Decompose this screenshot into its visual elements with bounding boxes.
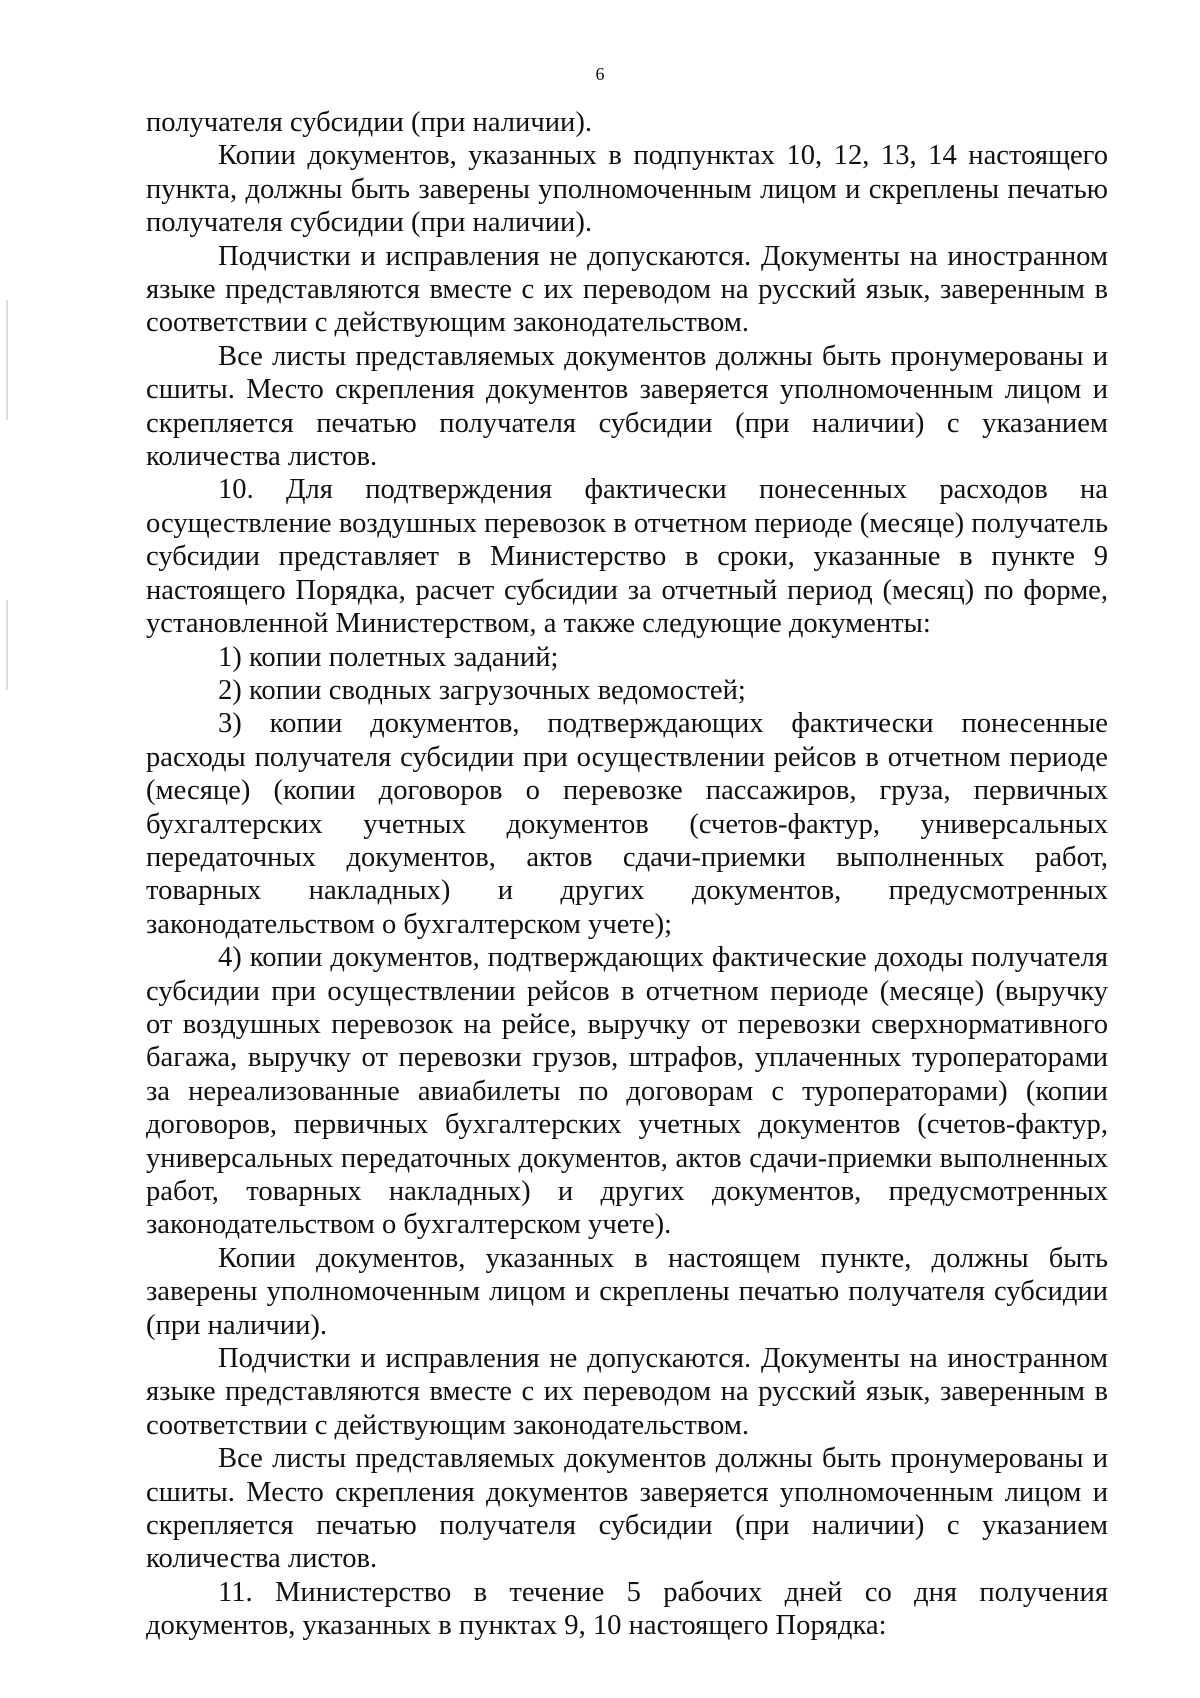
list-item: 3) копии документов, подтверждающих фактически понесенные расходы получателя субсидии при осуществлении рейсов в отчетном периоде (месяце) (копии договоров о перевозке пассажиров, груза, первичных бухгалтерских учетных документов (счетов-фактур, универсальных передаточных документов, актов сдачи-приемки выполненных работ, товарных накладных) и других документов, предусмотренных законодательством о бухгалтерском учете); <box>146 708 1108 940</box>
list-item: 1) копии полетных заданий; <box>218 641 559 673</box>
list-item: 4) копии документов, подтверждающих фактические доходы получателя субсидии при осуществлении рейсов в отчетном периоде (месяце) (выручку от воздушных перевозок на рейсе, выручку от перевозки сверхнормативного багажа, выручку от перевозки грузов, штрафов, уплаченных туроператорами за нереализованные авиабилеты по договорам с туроператорами) (копии договоров, первичных бухгалтерских учетных документов (счетов-фактур, универсальных передаточных документов, актов сдачи-приемки выполненных работ, товарных накладных) и других документов, предусмотренных законодательством о бухгалтерском учете). <box>146 942 1108 1241</box>
document-body <box>146 106 1108 1643</box>
paragraph: Подчистки и исправления не допускаются. Документы на иностранном языке представляются вместе с их переводом на русский язык, заверенным в соответствии с действующим законодательством. <box>146 240 1108 339</box>
paragraph: Копии документов, указанных в настоящем пункте, должны быть заверены уполномоченным лицом и скреплены печатью получателя субсидии (при наличии). <box>146 1242 1108 1341</box>
page-number: 6 <box>595 64 605 84</box>
scan-artifact <box>6 300 8 420</box>
paragraph-item-10: 10. Для подтверждения фактически понесенных расходов на осуществление воздушных перевозок в отчетном периоде (месяце) получатель субсидии представляет в Министерство в сроки, указанные в пункте 9 настоящего Порядка, расчет субсидии за отчетный период (месяц) по форме, установленной Министерством, а также следующие документы: <box>146 474 1108 640</box>
list-item: 2) копии сводных загрузочных ведомостей; <box>218 674 746 706</box>
paragraph: Все листы представляемых документов должны быть пронумерованы и сшиты. Место скрепления документов заверяется уполномоченным лицом и скрепляется печатью получателя субсидии (при наличии) с указанием количества листов. <box>146 1443 1108 1575</box>
paragraph-item-11: 11. Министерство в течение 5 рабочих дней со дня получения документов, указанных в пунктах 9, 10 настоящего Порядка: <box>146 1576 1108 1642</box>
paragraph: Все листы представляемых документов должны быть пронумерованы и сшиты. Место скрепления документов заверяется уполномоченным лицом и скрепляется печатью получателя субсидии (при наличии) с указанием количества листов. <box>146 340 1108 473</box>
paragraph: Подчистки и исправления не допускаются. Документы на иностранном языке представляются вместе с их переводом на русский язык, заверенным в соответствии с действующим законодательством. <box>146 1343 1108 1441</box>
paragraph: Копии документов, указанных в подпунктах 10, 12, 13, 14 настоящего пункта, должны быть заверены уполномоченным лицом и скреплены печатью получателя субсидии (при наличии). <box>146 140 1108 239</box>
paragraph: получателя субсидии (при наличии). <box>146 107 592 138</box>
scan-artifact <box>6 600 8 690</box>
